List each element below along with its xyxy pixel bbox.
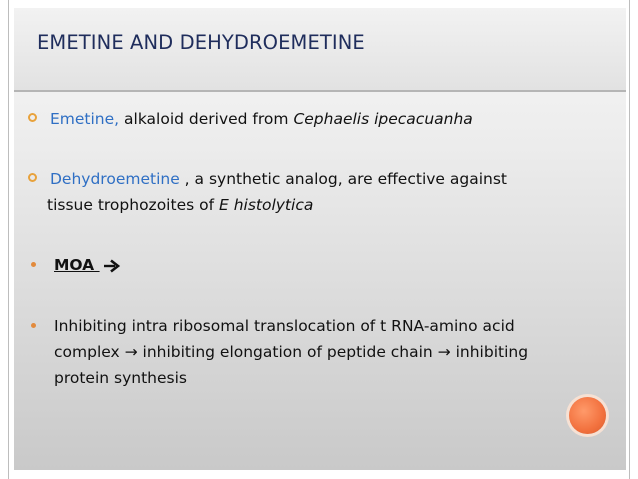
bullet-lead-emetine: Emetine, [50, 110, 120, 128]
bullet-italic-species: Cephaelis ipecacuanha [293, 110, 473, 128]
dot-bullet-icon [31, 262, 36, 267]
bullet-lead-dehydroemetine: Dehydroemetine [50, 170, 180, 188]
mechanism-line-1: Inhibiting intra ribosomal translocation of t RNA-amino acid [54, 317, 515, 335]
left-frame-line [8, 0, 9, 479]
right-frame-line [629, 0, 630, 479]
decorative-circle [569, 397, 606, 434]
ring-bullet-icon [28, 173, 37, 182]
bullet-text-line2: tissue trophozoites of [47, 196, 219, 214]
title-divider [14, 90, 626, 92]
mechanism-line-2: complex → inhibiting elongation of peptide chain → inhibiting [54, 343, 529, 361]
slide-title: EMETINE AND DEHYDROEMETINE [37, 31, 365, 54]
mechanism-line-3: protein synthesis [54, 369, 187, 387]
bullet-text: alkaloid derived from [119, 110, 294, 128]
bullet-italic-organism: E histolytica [218, 196, 314, 214]
ring-bullet-icon [28, 113, 37, 122]
moa-label: MOA [54, 256, 100, 274]
arrow-right-icon [103, 259, 121, 273]
dot-bullet-icon [31, 323, 36, 328]
bullet-text: , a synthetic analog, are effective against [179, 170, 508, 188]
